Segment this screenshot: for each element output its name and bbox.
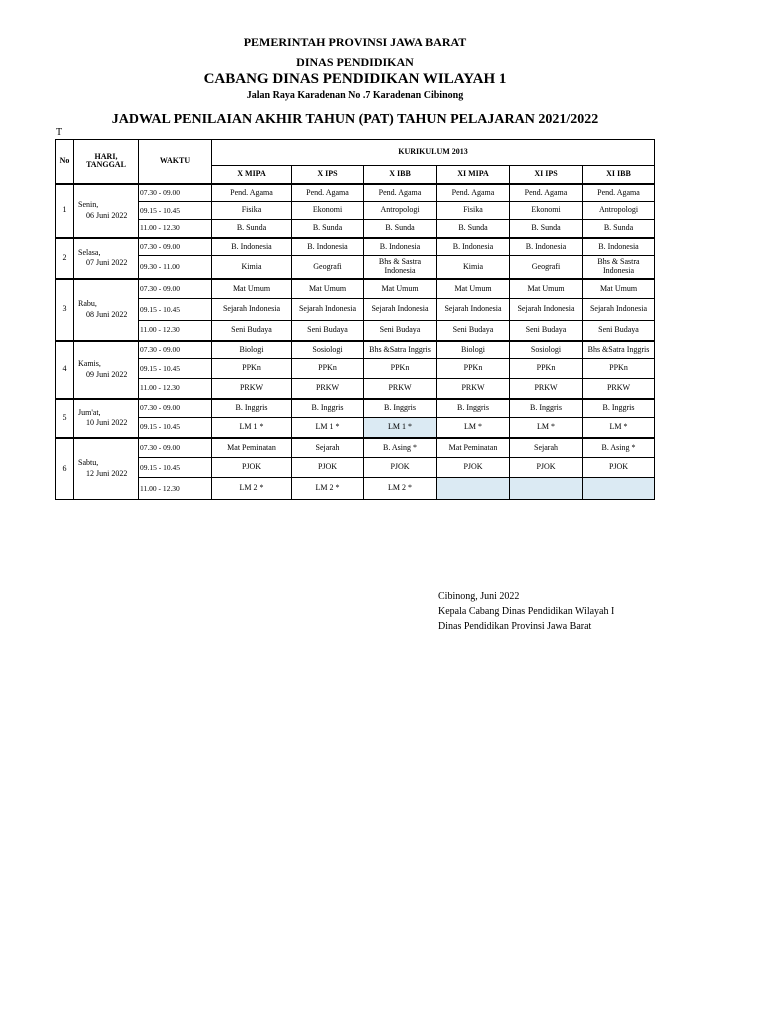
day-name: Senin, [78, 200, 99, 210]
subject-cell: Mat Umum [292, 279, 364, 299]
subject-cell: Pend. Agama [364, 184, 437, 202]
col-header-curriculum: KURIKULUM 2013 [212, 140, 655, 166]
table-row [56, 321, 655, 341]
day-date: 06 Juni 2022 [86, 210, 128, 220]
table-row [56, 379, 655, 399]
day-date: 12 Juni 2022 [86, 468, 128, 478]
subject-cell: Ekonomi [292, 202, 364, 220]
day-date-cell [74, 184, 139, 238]
subject-cell: LM 1 * [292, 418, 364, 438]
subject-cell: Seni Budaya [583, 321, 655, 341]
col-header-day: HARI, TANGGAL [74, 140, 139, 184]
time-cell: 09.15 - 10.45 [139, 418, 212, 438]
table-row [56, 220, 655, 238]
table-row [56, 359, 655, 379]
day-date-cell [74, 399, 139, 438]
time-cell: 11.00 - 12.30 [139, 379, 212, 399]
subject-cell: B. Indonesia [583, 238, 655, 256]
subject-cell: Pend. Agama [437, 184, 510, 202]
subject-cell: Kimia [212, 256, 292, 279]
subject-cell: B. Sunda [437, 220, 510, 238]
day-name: Selasa, [78, 247, 101, 257]
subject-cell: Sosiologi [292, 341, 364, 359]
subject-cell: Seni Budaya [212, 321, 292, 341]
subject-cell: Sejarah Indonesia [364, 299, 437, 321]
time-cell: 09.15 - 10.45 [139, 458, 212, 478]
class-header: X MIPA [212, 166, 292, 184]
subject-cell: PPKn [510, 359, 583, 379]
subject-cell: PJOK [212, 458, 292, 478]
subject-cell: PPKn [212, 359, 292, 379]
row-number: 3 [56, 279, 74, 341]
subject-cell: Sejarah [510, 438, 583, 458]
subject-cell: Mat Umum [212, 279, 292, 299]
subject-cell: B. Inggris [292, 399, 364, 418]
day-date-cell [74, 438, 139, 500]
subject-cell: B. Indonesia [212, 238, 292, 256]
subject-cell: Mat Umum [583, 279, 655, 299]
subject-cell: LM 1 * [212, 418, 292, 438]
time-cell: 09.15 - 10.45 [139, 299, 212, 321]
subject-cell: Pend. Agama [212, 184, 292, 202]
day-name: Rabu, [78, 299, 97, 309]
table-row [56, 202, 655, 220]
subject-cell: B. Inggris [510, 399, 583, 418]
subject-cell: Seni Budaya [510, 321, 583, 341]
table-row [56, 341, 655, 359]
subject-cell: Mat Peminatan [437, 438, 510, 458]
subject-cell: B. Indonesia [437, 238, 510, 256]
subject-cell: LM 2 * [364, 478, 437, 500]
subject-cell: PJOK [583, 458, 655, 478]
time-cell: 09.15 - 10.45 [139, 202, 212, 220]
signature-office: Dinas Pendidikan Provinsi Jawa Barat [438, 621, 592, 632]
subject-cell: LM 1 * [364, 418, 437, 438]
header-government: PEMERINTAH PROVINSI JAWA BARAT [243, 35, 467, 49]
time-cell: 07.30 - 09.00 [139, 184, 212, 202]
time-cell: 07.30 - 09.00 [139, 399, 212, 418]
subject-cell: LM * [437, 418, 510, 438]
day-date: 08 Juni 2022 [86, 309, 128, 319]
subject-cell: B. Indonesia [364, 238, 437, 256]
header-department: DINAS PENDIDIKAN [296, 55, 414, 69]
subject-cell: Bhs &Satra Inggris [364, 341, 437, 359]
subject-cell: B. Asing * [364, 438, 437, 458]
table-row [56, 299, 655, 321]
row-number: 5 [56, 399, 74, 438]
subject-cell [437, 478, 510, 500]
time-cell: 11.00 - 12.30 [139, 478, 212, 500]
header-address: Jalan Raya Karadenan No .7 Karadenan Cibinong [246, 90, 464, 101]
class-header: X IPS [292, 166, 364, 184]
header-branch: CABANG DINAS PENDIDIKAN WILAYAH 1 [203, 71, 507, 87]
subject-cell: B. Indonesia [292, 238, 364, 256]
subject-cell: LM 2 * [212, 478, 292, 500]
subject-cell: Pend. Agama [510, 184, 583, 202]
subject-cell: Antropologi [364, 202, 437, 220]
subject-cell: PPKn [437, 359, 510, 379]
time-cell: 11.00 - 12.30 [139, 220, 212, 238]
time-cell: 07.30 - 09.00 [139, 279, 212, 299]
subject-cell [510, 478, 583, 500]
subject-cell: PRKW [583, 379, 655, 399]
subject-cell: Sejarah Indonesia [510, 299, 583, 321]
schedule-table [55, 139, 655, 500]
subject-cell: PJOK [510, 458, 583, 478]
table-row [56, 438, 655, 458]
page-title: JADWAL PENILAIAN AKHIR TAHUN (PAT) TAHUN PELAJARAN 2021/2022 [111, 112, 599, 127]
subject-cell: PRKW [437, 379, 510, 399]
class-header: XI IBB [583, 166, 655, 184]
subject-cell: Sosiologi [510, 341, 583, 359]
subject-cell: PPKn [364, 359, 437, 379]
day-name: Sabtu, [78, 458, 99, 468]
subject-cell: PRKW [364, 379, 437, 399]
subject-cell: LM 2 * [292, 478, 364, 500]
subject-cell: Mat Umum [364, 279, 437, 299]
time-cell: 09.15 - 10.45 [139, 359, 212, 379]
col-header-no: No [56, 140, 74, 184]
subject-cell: B. Inggris [583, 399, 655, 418]
table-row [56, 184, 655, 202]
row-number: 1 [56, 184, 74, 238]
subject-cell: B. Inggris [364, 399, 437, 418]
subject-cell: Ekonomi [510, 202, 583, 220]
subject-cell: PRKW [292, 379, 364, 399]
subject-cell: PJOK [292, 458, 364, 478]
subject-cell [583, 478, 655, 500]
day-name: Kamis, [78, 359, 101, 369]
class-header: XI IPS [510, 166, 583, 184]
subject-cell: Mat Peminatan [212, 438, 292, 458]
subject-cell: Biologi [437, 341, 510, 359]
subject-cell: B. Sunda [510, 220, 583, 238]
table-row [56, 458, 655, 478]
day-date-cell [74, 279, 139, 341]
subject-cell: Seni Budaya [437, 321, 510, 341]
time-cell: 07.30 - 09.00 [139, 341, 212, 359]
subject-cell: Bhs & Sastra Indonesia [583, 256, 655, 279]
day-date-cell [74, 238, 139, 279]
day-name: Jum'at, [78, 407, 101, 417]
subject-cell: PJOK [437, 458, 510, 478]
subject-cell: Bhs &Satra Inggris [583, 341, 655, 359]
subject-cell: B. Sunda [212, 220, 292, 238]
subject-cell: B. Inggris [437, 399, 510, 418]
signature-place-date: Cibinong, Juni 2022 [438, 591, 520, 602]
subject-cell: B. Sunda [583, 220, 655, 238]
table-row [56, 399, 655, 418]
class-header: XI MIPA [437, 166, 510, 184]
table-row [56, 256, 655, 279]
subject-cell: Seni Budaya [364, 321, 437, 341]
table-row [56, 238, 655, 256]
subject-cell: B. Inggris [212, 399, 292, 418]
subject-cell: PRKW [510, 379, 583, 399]
stray-mark: T [56, 127, 63, 138]
subject-cell: LM * [510, 418, 583, 438]
class-header: X IBB [364, 166, 437, 184]
subject-cell: B. Sunda [364, 220, 437, 238]
subject-cell: PPKn [292, 359, 364, 379]
time-cell: 09.30 - 11.00 [139, 256, 212, 279]
subject-cell: Sejarah [292, 438, 364, 458]
subject-cell: PJOK [364, 458, 437, 478]
subject-cell: Bhs & Sastra Indonesia [364, 256, 437, 279]
table-row [56, 418, 655, 438]
subject-cell: LM * [583, 418, 655, 438]
subject-cell: Fisika [437, 202, 510, 220]
time-cell: 07.30 - 09.00 [139, 238, 212, 256]
subject-cell: Pend. Agama [583, 184, 655, 202]
day-date: 09 Juni 2022 [86, 369, 128, 379]
subject-cell: Sejarah Indonesia [292, 299, 364, 321]
subject-cell: B. Asing * [583, 438, 655, 458]
subject-cell: Pend. Agama [292, 184, 364, 202]
row-number: 4 [56, 341, 74, 399]
time-cell: 07.30 - 09.00 [139, 438, 212, 458]
subject-cell: Sejarah Indonesia [583, 299, 655, 321]
subject-cell: Geografi [510, 256, 583, 279]
table-row [56, 279, 655, 299]
subject-cell: Sejarah Indonesia [212, 299, 292, 321]
subject-cell: Biologi [212, 341, 292, 359]
table-row [56, 478, 655, 500]
subject-cell: Antropologi [583, 202, 655, 220]
subject-cell: Sejarah Indonesia [437, 299, 510, 321]
row-number: 6 [56, 438, 74, 500]
subject-cell: B. Indonesia [510, 238, 583, 256]
subject-cell: Geografi [292, 256, 364, 279]
day-date: 10 Juni 2022 [86, 418, 128, 427]
day-date: 07 Juni 2022 [86, 258, 128, 267]
col-header-time: WAKTU [139, 140, 212, 184]
subject-cell: PPKn [583, 359, 655, 379]
row-number: 2 [56, 238, 74, 279]
signature-position: Kepala Cabang Dinas Pendidikan Wilayah I [438, 606, 615, 617]
subject-cell: Kimia [437, 256, 510, 279]
subject-cell: Fisika [212, 202, 292, 220]
time-cell: 11.00 - 12.30 [139, 321, 212, 341]
subject-cell: B. Sunda [292, 220, 364, 238]
day-date-cell [74, 341, 139, 399]
subject-cell: Mat Umum [510, 279, 583, 299]
subject-cell: PRKW [212, 379, 292, 399]
subject-cell: Mat Umum [437, 279, 510, 299]
subject-cell: Seni Budaya [292, 321, 364, 341]
